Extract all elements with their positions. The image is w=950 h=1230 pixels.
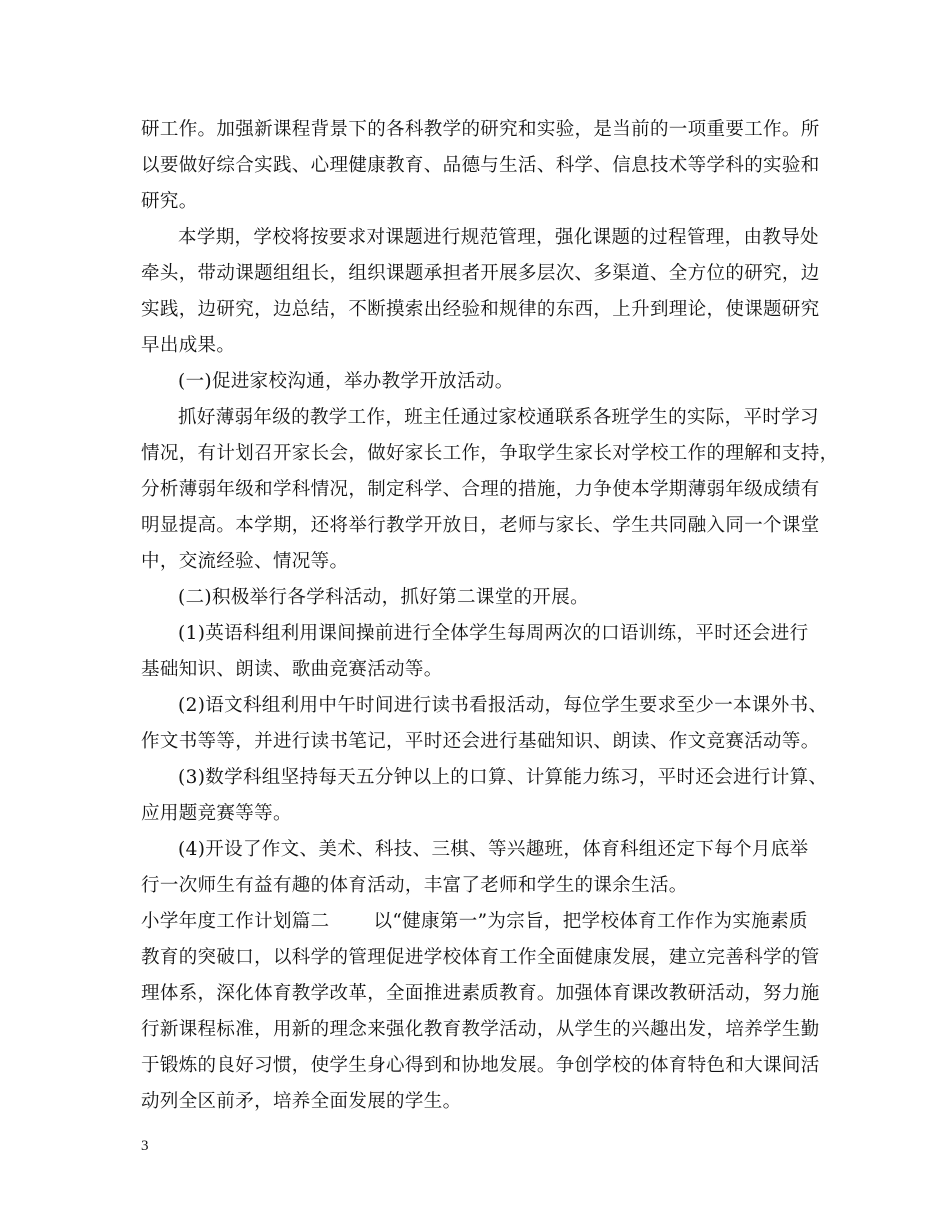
section-heading-line: [141, 910, 808, 934]
text-line: 于锻炼的良好习惯，使学生身心得到和协地发展。争创学校的体育特色和大课间活: [141, 1055, 820, 1076]
text-line: 实践，边研究，边总结，不断摸索出经验和规律的东西，上升到理论，使课题研究: [141, 299, 820, 320]
text-line: 以要做好综合实践、心理健康教育、品德与生活、科学、信息技术等学科的实验和: [141, 155, 820, 176]
text-line: 研究。: [141, 191, 198, 212]
text-line: 基础知识、朗读、歌曲竞赛活动等。: [141, 659, 443, 680]
text-line: 情况，有计划召开家长会，做好家长工作，争取学生家长对学校工作的理解和支持，: [141, 443, 839, 464]
text-line: 行新课程标准，用新的理念来强化教育教学活动，从学生的兴趣出发，培养学生勤: [141, 1019, 820, 1040]
text-line: 早出成果。: [141, 335, 236, 356]
subheading: (二)积极举行各学科活动，抓好第二课堂的开展。: [178, 587, 589, 608]
section-first-text: 以“健康第一”为宗旨，把学校体育工作作为实施素质: [373, 911, 808, 932]
text-line: 行一次师生有益有趣的体育活动，丰富了老师和学生的课余生活。: [141, 875, 688, 896]
text-line: 应用题竞赛等等。: [141, 803, 292, 824]
text-line: (2)语文科组利用中午时间进行读书看报活动，每位学生要求至少一本课外书、: [178, 695, 828, 716]
text-line: 本学期，学校将按要求对课题进行规范管理，强化课题的过程管理，由教导处: [178, 227, 819, 248]
text-line: 动列全区前矛，培养全面发展的学生。: [141, 1091, 462, 1112]
section-title: 小学年度工作计划篇二: [141, 911, 330, 932]
text-line: 分析薄弱年级和学科情况，制定科学、合理的措施，力争使本学期薄弱年级成绩有: [141, 479, 820, 500]
text-line: 作文书等等，并进行读书笔记，平时还会进行基础知识、朗读、作文竞赛活动等。: [141, 731, 820, 752]
text-line: 教育的突破口，以科学的管理促进学校体育工作全面健康发展，建立完善科学的管: [141, 947, 820, 968]
text-line: (3)数学科组坚持每天五分钟以上的口算、计算能力练习，平时还会进行计算、: [178, 767, 828, 788]
text-line: 抓好薄弱年级的教学工作，班主任通过家校通联系各班学生的实际，平时学习: [178, 407, 819, 428]
text-line: 研工作。加强新课程背景下的各科教学的研究和实验，是当前的一项重要工作。所: [141, 119, 820, 140]
text-line: 中，交流经验、情况等。: [141, 551, 349, 572]
text-line: 明显提高。本学期，还将举行教学开放日，老师与家长、学生共同融入同一个课堂: [141, 515, 820, 536]
text-line: 牵头，带动课题组组长，组织课题承担者开展多层次、多渠道、全方位的研究，边: [141, 263, 820, 284]
page-number: 3: [141, 1138, 149, 1154]
text-line: (1)英语科组利用课间操前进行全体学生每周两次的口语训练，平时还会进行: [178, 623, 809, 644]
text-line: (4)开设了作文、美术、科技、三棋、等兴趣班，体育科组还定下每个月底举: [178, 839, 809, 860]
text-line: 理体系，深化体育教学改革，全面推进素质教育。加强体育课改教研活动，努力施: [141, 983, 820, 1004]
subheading: (一)促进家校沟通，举办教学开放活动。: [178, 371, 514, 392]
